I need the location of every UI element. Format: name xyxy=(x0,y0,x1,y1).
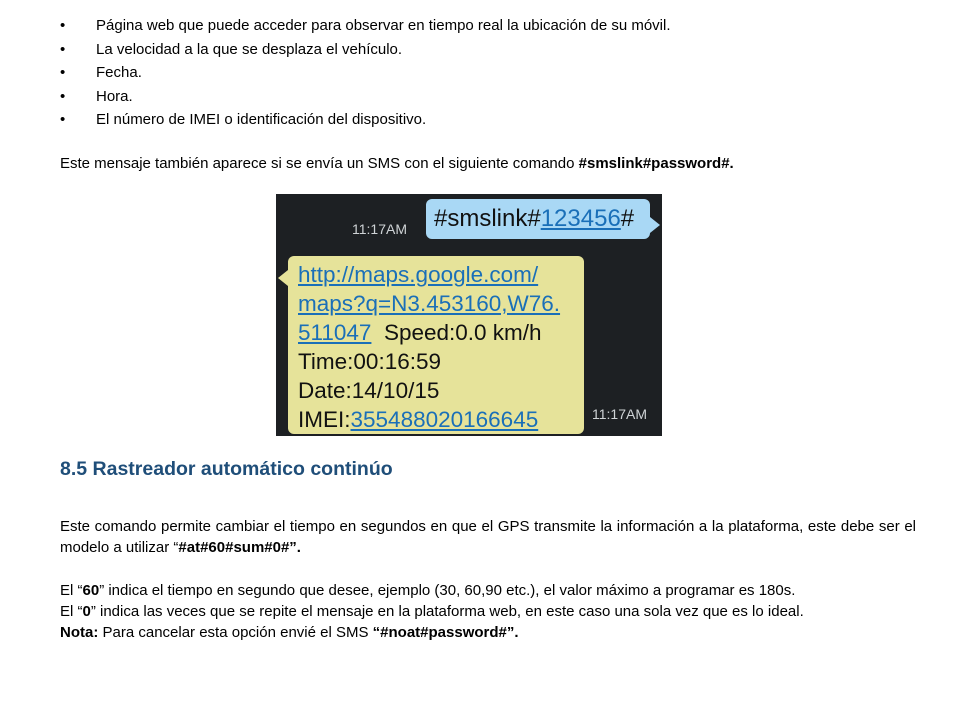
sixty-paragraph: El “60” indica el tiempo en segundo que desee, ejemplo (30, 60,90 etc.), el valor máximo a programar es 180s. xyxy=(60,582,796,599)
bullet-icon: • xyxy=(60,40,66,58)
sent-code-link[interactable]: 123456 xyxy=(540,205,621,232)
noat-command: “#noat#password#”. xyxy=(372,624,519,641)
zero-paragraph: El “0” indica las veces que se repite el mensaje en la plataforma web, en este caso una sola vez que es lo ideal. xyxy=(60,603,804,620)
sms-screenshot xyxy=(276,194,662,436)
list-item: • Página web que puede acceder para observar en tiempo real la ubicación de su móvil. xyxy=(60,14,671,38)
list-item: • El número de IMEI o identificación del dispositivo. xyxy=(60,108,671,132)
sent-message-bubble: #smslink#123456# xyxy=(426,199,650,239)
maps-link[interactable]: maps?q=N3.453160,W76. xyxy=(298,291,561,316)
at-command: #at#60#sum#0#”. xyxy=(178,539,301,556)
bullet-icon: • xyxy=(60,64,66,81)
section-heading: 8.5 Rastreador automático continúo xyxy=(60,458,393,480)
note-label: Nota: xyxy=(60,624,99,641)
feature-list xyxy=(60,14,671,132)
speed-text: Speed:0.0 km/h xyxy=(383,320,542,345)
bullet-icon: • xyxy=(60,87,66,105)
bullet-icon: • xyxy=(60,17,66,34)
maps-link[interactable]: http://maps.google.com/ xyxy=(298,262,539,287)
imei-link[interactable]: 355488020166645 xyxy=(350,407,539,432)
list-item: • Fecha. xyxy=(60,61,671,85)
sent-time: 11:17AM xyxy=(352,221,407,237)
date-text: Date:14/10/15 xyxy=(298,378,440,403)
received-message-bubble: http://maps.google.com/ maps?q=N3.453160,W76. 511047 Speed:0.0 km/h Time:00:16:59 Date:14/10/15 IMEI:355488020166645 xyxy=(288,256,584,434)
time-text: Time:00:16:59 xyxy=(298,349,441,374)
intro-paragraph: Este mensaje también aparece si se envía un SMS con el siguiente comando #smslink#password#. xyxy=(60,155,734,172)
received-time: 11:17AM xyxy=(592,406,647,422)
command-paragraph: Este comando permite cambiar el tiempo en segundos en que el GPS transmite la información a la plataforma, este debe ser el modelo a utilizar “#at#60#sum#0#”. xyxy=(60,518,916,556)
maps-link[interactable]: 511047 xyxy=(298,320,372,345)
note-paragraph: Nota: Para cancelar esta opción envié el SMS “#noat#password#”. xyxy=(60,624,519,641)
list-item: • Hora. xyxy=(60,85,671,109)
smslink-command: #smslink#password#. xyxy=(578,155,734,172)
list-item: • La velocidad a la que se desplaza el vehículo. xyxy=(60,38,671,62)
bullet-icon: • xyxy=(60,111,66,128)
